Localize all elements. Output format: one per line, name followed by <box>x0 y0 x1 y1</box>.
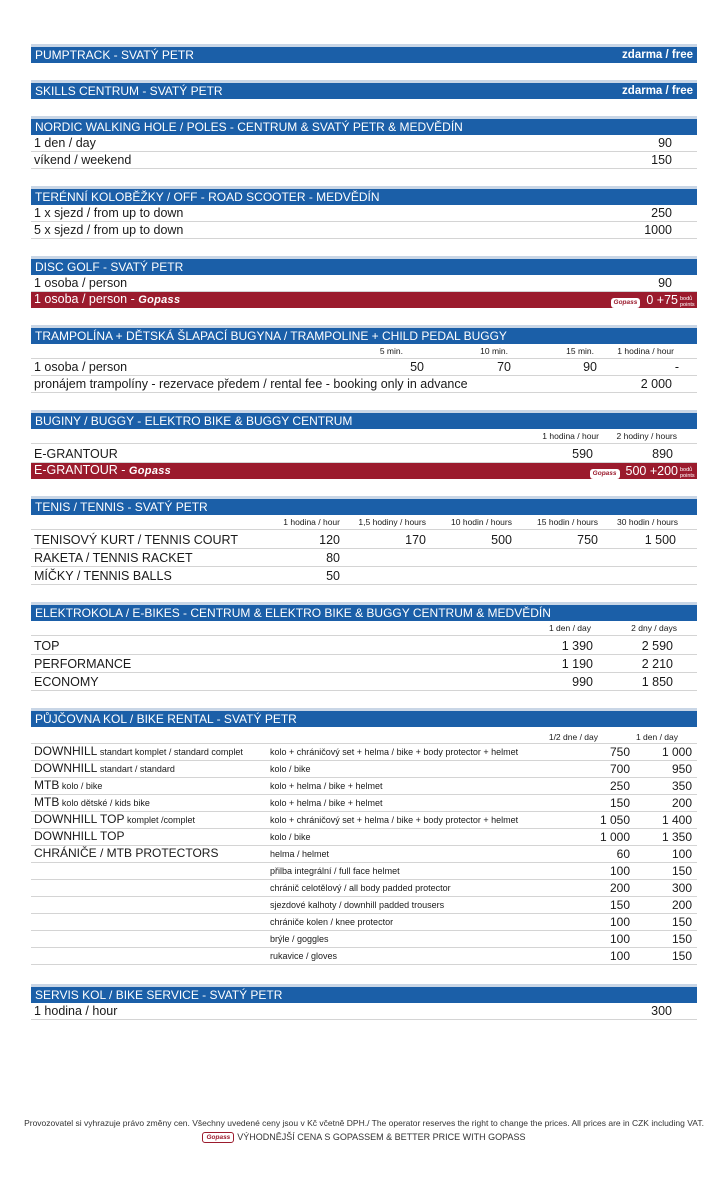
footer-gopass-line <box>0 1132 728 1143</box>
row-value: 90 <box>658 136 672 150</box>
gopass-price-row <box>31 463 697 479</box>
row-value: 990 <box>572 675 593 689</box>
row-label: TENISOVÝ KURT / TENNIS COURT <box>34 533 238 547</box>
section-buggy <box>31 410 697 479</box>
bike-rental-row <box>31 795 697 812</box>
points-label: bodů points <box>680 467 695 479</box>
section-header <box>31 80 697 99</box>
section-header <box>31 602 697 621</box>
col-header: 1 hodina / hour <box>617 346 674 356</box>
price-row <box>31 444 697 463</box>
section-header <box>31 496 697 515</box>
row-value: 1 390 <box>561 639 593 653</box>
bike-rental-row <box>31 880 697 897</box>
row-value: 1000 <box>644 223 672 237</box>
item-description: kolo + chráničový set + helma / bike + body protector + helmet <box>270 815 519 825</box>
row-value: 150 <box>671 864 692 878</box>
row-value: 150 <box>671 949 692 963</box>
bike-rental-row <box>31 931 697 948</box>
row-label <box>34 743 270 760</box>
price-row <box>31 655 697 673</box>
row-value: 1 350 <box>661 830 692 844</box>
row-label: E-GRANTOUR - Gopass <box>34 463 172 477</box>
item-description: kolo / bike <box>270 832 311 842</box>
row-value: 70 <box>497 360 511 374</box>
row-value: 750 <box>577 533 598 547</box>
row-label: RAKETA / TENNIS RACKET <box>34 551 193 565</box>
section-title: SERVIS KOL / BIKE SERVICE - SVATÝ PETR <box>35 988 283 1002</box>
row-value: 2 000 <box>640 377 672 391</box>
item-description: rukavice / gloves <box>270 951 338 961</box>
section-header <box>31 984 697 1003</box>
item-subtitle: komplet /complet <box>124 815 195 825</box>
col-header: 15 min. <box>566 346 594 356</box>
row-label: 1 den / day <box>34 136 96 150</box>
bike-rental-row <box>31 829 697 846</box>
row-label: E-GRANTOUR <box>34 447 118 461</box>
bike-rental-rows <box>31 744 697 965</box>
item-description: kolo + chráničový set + helma / bike + body protector + helmet <box>270 747 519 757</box>
row-label <box>34 794 270 811</box>
row-value: 200 <box>671 796 692 810</box>
row-value: 200 <box>671 898 692 912</box>
item-description: sjezdové kalhoty / downhill padded trousers <box>270 900 445 910</box>
item-subtitle: standart komplet / standard complet <box>97 747 243 757</box>
row-value: 700 <box>609 762 630 776</box>
col-header: 1 den / day <box>548 623 591 633</box>
item-name: MTB <box>34 795 60 809</box>
bike-rental-row <box>31 812 697 829</box>
row-label <box>34 811 270 828</box>
row-value: 350 <box>671 779 692 793</box>
item-name: DOWNHILL <box>34 744 98 758</box>
section-title: TRAMPOLÍNA + DĚTSKÁ ŠLAPACÍ BUGYNA / TRAMPOLINE + CHILD PEDAL BUGGY <box>35 329 507 343</box>
row-label: víkend / weekend <box>34 153 132 167</box>
row-value: 500 <box>491 533 512 547</box>
price-row <box>31 135 697 152</box>
gopass-logo: Gopass <box>138 294 181 306</box>
row-value: 150 <box>609 898 630 912</box>
section-bike-service <box>31 984 697 1020</box>
price-row <box>31 673 697 691</box>
col-header: 1 hodina / hour <box>542 431 599 441</box>
item-description: chrániče kolen / knee protector <box>270 917 394 927</box>
col-header: 1/2 dne / day <box>548 732 598 742</box>
row-value: 1 500 <box>644 533 676 547</box>
price-list <box>31 44 697 1020</box>
col-header: 15 hodin / hours <box>537 517 598 527</box>
item-description: kolo + helma / bike + helmet <box>270 798 383 808</box>
item-name: MTB <box>34 778 60 792</box>
row-label: 1 osoba / person <box>34 360 128 374</box>
row-value: 170 <box>405 533 426 547</box>
column-headers <box>31 429 697 444</box>
column-headers <box>31 727 697 744</box>
section-price: zdarma / free <box>622 85 693 97</box>
row-value: 250 <box>609 779 630 793</box>
section-title: DISC GOLF - SVATÝ PETR <box>35 260 184 274</box>
item-description: kolo + helma / bike + helmet <box>270 781 383 791</box>
row-value: 500 +200 <box>625 464 678 478</box>
price-row <box>31 359 697 376</box>
section-title: PUMPTRACK - SVATÝ PETR <box>35 48 194 62</box>
row-value: - <box>674 360 679 374</box>
row-value: 750 <box>609 745 630 759</box>
row-label: pronájem trampolíny - rezervace předem / rental fee - booking only in advance <box>34 377 468 391</box>
row-value: 950 <box>671 762 692 776</box>
section-price: zdarma / free <box>622 49 693 61</box>
row-value: 50 <box>326 569 340 583</box>
col-header: 5 min. <box>379 346 403 356</box>
footer-gopass-text: VÝHODNĚJŠÍ CENA S GOPASSEM & BETTER PRICE WITH GOPASS <box>237 1132 526 1142</box>
item-description: kolo / bike <box>270 764 311 774</box>
column-headers <box>31 515 697 530</box>
row-value: 100 <box>609 915 630 929</box>
row-value: 300 <box>671 881 692 895</box>
row-value: 80 <box>326 551 340 565</box>
row-value: 60 <box>616 847 630 861</box>
price-row <box>31 1003 697 1020</box>
price-row <box>31 152 697 169</box>
row-value: 1 850 <box>641 675 673 689</box>
col-header: 1 den / day <box>635 732 678 742</box>
row-value: 1 000 <box>599 830 630 844</box>
section-header <box>31 256 697 275</box>
bike-rental-row <box>31 897 697 914</box>
bike-rental-row <box>31 761 697 778</box>
row-value: 120 <box>319 533 340 547</box>
item-description: helma / helmet <box>270 849 330 859</box>
section-title: TERÉNNÍ KOLOBĚŽKY / OFF - ROAD SCOOTER - MEDVĚDÍN <box>35 190 380 204</box>
item-subtitle: kolo dětské / kids bike <box>59 798 150 808</box>
col-header: 2 hodiny / hours <box>616 431 677 441</box>
section-skills <box>31 80 697 99</box>
item-description: přilba integrální / full face helmet <box>270 866 400 876</box>
section-title: ELEKTROKOLA / E-BIKES - CENTRUM & ELEKTRO BIKE & BUGGY CENTRUM & MEDVĚDÍN <box>35 606 551 620</box>
col-header: 30 hodin / hours <box>617 517 678 527</box>
price-row <box>31 636 697 655</box>
section-tennis <box>31 496 697 585</box>
row-label: 1 osoba / person <box>34 276 128 290</box>
section-bike-rental <box>31 708 697 965</box>
row-value: 300 <box>651 1004 672 1018</box>
row-value: 2 590 <box>641 639 673 653</box>
col-header: 10 min. <box>480 346 508 356</box>
row-value: 250 <box>651 206 672 220</box>
section-pumptrack <box>31 44 697 63</box>
row-label: 1 x sjezd / from up to down <box>34 206 184 220</box>
section-header <box>31 116 697 135</box>
row-label <box>34 777 270 794</box>
gopass-badge-icon: Gopass <box>202 1132 234 1143</box>
footer <box>0 1118 728 1143</box>
row-label: PERFORMANCE <box>34 657 132 671</box>
section-header <box>31 44 697 63</box>
gopass-badge-icon: Gopass <box>590 469 620 479</box>
row-value: 150 <box>671 915 692 929</box>
price-row <box>31 275 697 292</box>
row-label <box>34 760 270 777</box>
section-title: SKILLS CENTRUM - SVATÝ PETR <box>35 84 223 98</box>
row-label: ECONOMY <box>34 675 99 689</box>
gopass-price-row <box>31 292 697 308</box>
gopass-logo: Gopass <box>128 465 172 477</box>
row-value: 100 <box>671 847 692 861</box>
row-value: 200 <box>609 881 630 895</box>
section-title: TENIS / TENNIS - SVATÝ PETR <box>35 500 208 514</box>
col-header: 1,5 hodiny / hours <box>358 517 426 527</box>
price-row <box>31 222 697 239</box>
section-nordic-walking <box>31 116 697 169</box>
bike-rental-row <box>31 846 697 863</box>
row-value: 100 <box>609 949 630 963</box>
bike-rental-row <box>31 778 697 795</box>
row-label <box>34 845 270 862</box>
row-value: 1 400 <box>661 813 692 827</box>
section-scooter <box>31 186 697 239</box>
row-value: 590 <box>572 447 593 461</box>
item-name: DOWNHILL TOP <box>34 812 125 826</box>
item-description: chránič celotělový / all body padded protector <box>270 883 451 893</box>
row-value: 90 <box>658 276 672 290</box>
row-value: 0 +75 <box>646 293 678 307</box>
bike-rental-row <box>31 863 697 880</box>
row-value: 150 <box>651 153 672 167</box>
row-label: 1 osoba / person - Gopass <box>34 292 181 306</box>
row-label <box>34 828 270 845</box>
price-row <box>31 376 697 393</box>
section-title: BUGINY / BUGGY - ELEKTRO BIKE & BUGGY CENTRUM <box>35 414 353 428</box>
row-value: 100 <box>609 864 630 878</box>
col-header: 2 dny / days <box>631 623 677 633</box>
price-row <box>31 530 697 549</box>
section-ebikes <box>31 602 697 691</box>
row-value: 1 190 <box>561 657 593 671</box>
section-title: PŮJČOVNA KOL / BIKE RENTAL - SVATÝ PETR <box>35 712 297 726</box>
bike-rental-row <box>31 744 697 761</box>
footer-disclaimer: Provozovatel si vyhrazuje právo změny cen. Všechny uvedené ceny jsou v Kč včetně DPH./ The operator reserves the right to change the prices. All prices are in CZK including VAT. <box>24 1118 704 1128</box>
points-label: bodů points <box>680 296 695 308</box>
row-label: MÍČKY / TENNIS BALLS <box>34 569 172 583</box>
col-header: 1 hodina / hour <box>283 517 340 527</box>
section-header <box>31 186 697 205</box>
column-headers <box>31 344 697 359</box>
price-row <box>31 567 697 585</box>
row-value: 1 050 <box>599 813 630 827</box>
price-row <box>31 549 697 567</box>
row-value: 1 000 <box>661 745 692 759</box>
item-name: CHRÁNIČE / MTB PROTECTORS <box>34 846 219 860</box>
section-trampoline <box>31 325 697 393</box>
section-header <box>31 708 697 727</box>
bike-rental-row <box>31 914 697 931</box>
gopass-badge-icon: Gopass <box>611 298 641 308</box>
row-value: 150 <box>609 796 630 810</box>
section-header <box>31 325 697 344</box>
section-title: NORDIC WALKING HOLE / POLES - CENTRUM & SVATÝ PETR & MEDVĚDÍN <box>35 120 463 134</box>
item-subtitle: standart / standard <box>97 764 175 774</box>
item-name: DOWNHILL TOP <box>34 829 125 843</box>
row-value: 90 <box>583 360 597 374</box>
row-value: 50 <box>410 360 424 374</box>
row-value: 890 <box>652 447 673 461</box>
item-description: brýle / goggles <box>270 934 329 944</box>
row-label: TOP <box>34 639 60 653</box>
item-name: DOWNHILL <box>34 761 98 775</box>
row-value: 150 <box>671 932 692 946</box>
row-value: 100 <box>609 932 630 946</box>
bike-rental-row <box>31 948 697 965</box>
section-disc-golf <box>31 256 697 308</box>
column-headers <box>31 621 697 636</box>
row-value: 2 210 <box>641 657 673 671</box>
item-subtitle: kolo / bike <box>59 781 103 791</box>
col-header: 10 hodin / hours <box>451 517 512 527</box>
row-label: 1 hodina / hour <box>34 1004 118 1018</box>
section-header <box>31 410 697 429</box>
row-label: 5 x sjezd / from up to down <box>34 223 184 237</box>
price-row <box>31 205 697 222</box>
